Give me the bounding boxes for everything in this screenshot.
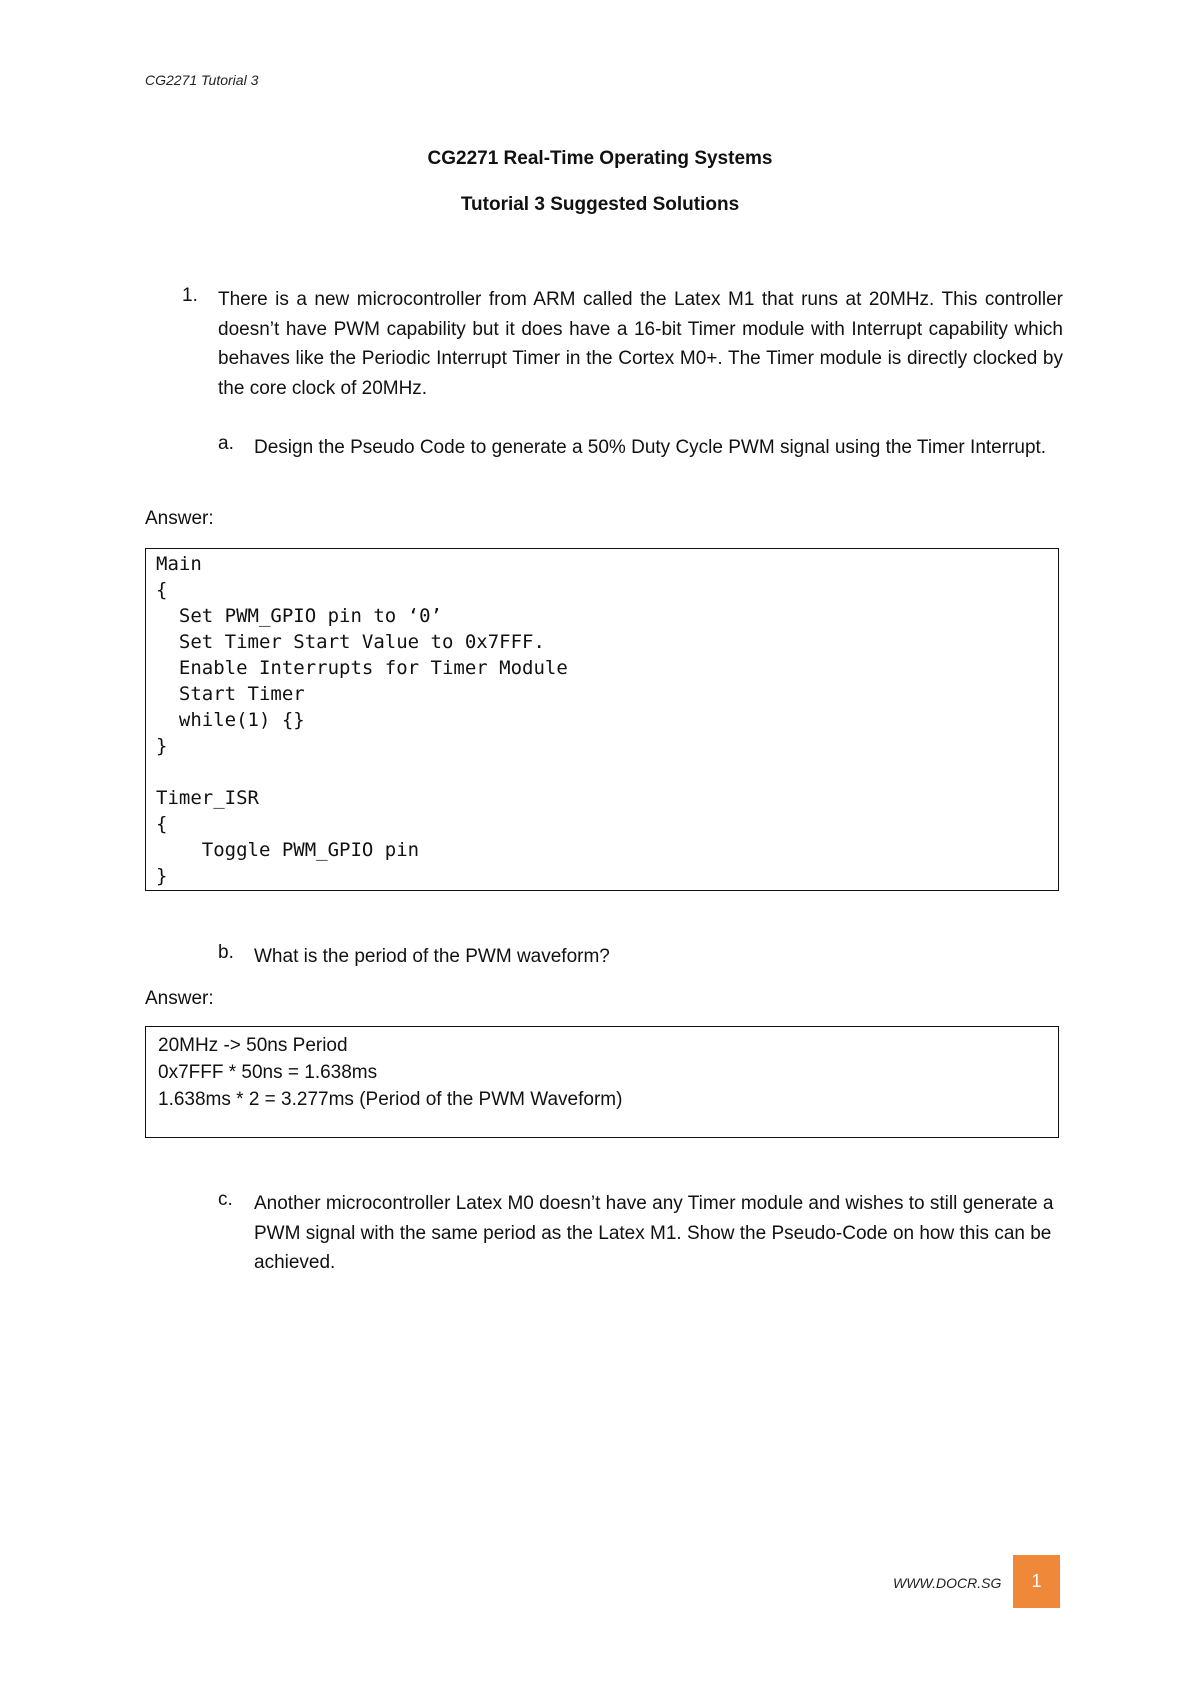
pseudo-code-box [145,548,1059,891]
code-line: Start Timer [156,683,305,705]
code-line: Enable Interrupts for Timer Module [156,657,568,679]
period-line: 1.638ms * 2 = 3.277ms (Period of the PWM Waveform) [158,1089,623,1110]
running-header: CG2271 Tutorial 3 [145,72,259,88]
part-a-letter: a. [218,433,234,454]
question-text: There is a new microcontroller from ARM called the Latex M1 that runs at 20MHz. This controller doesn’t have PWM capability but it does have a 16-bit Timer module with Interrupt capability which behaves like the Periodic Interrupt Timer in the Cortex M0+. The Timer module is directly clocked by the core clock of 20MHz. [218,289,1063,399]
footer-site: WWW.DOCR.SG [893,1575,1002,1591]
code-line: { [156,579,168,601]
part-b-letter: b. [218,942,234,963]
question-number: 1. [182,285,198,306]
part-c-text: Another microcontroller Latex M0 doesn’t have any Timer module and wishes to still generate a PWM signal with the same period as the Latex M1. Show the Pseudo-Code on how this can be achieved. [254,1193,1054,1273]
part-b-text: What is the period of the PWM waveform? [254,946,610,967]
code-line: Set PWM_GPIO pin to ‘0’ [156,605,442,627]
code-line: Toggle PWM_GPIO pin [156,839,420,861]
code-line: { [156,813,168,835]
page-number-badge: 1 [1013,1555,1060,1608]
part-c-letter: c. [218,1189,233,1210]
code-line: } [156,735,168,757]
answer-b-label: Answer: [145,988,214,1009]
code-line: Timer_ISR [156,787,259,809]
period-line: 20MHz -> 50ns Period [158,1035,348,1056]
code-line: Main [156,553,202,575]
code-line: } [156,865,168,887]
code-line: Set Timer Start Value to 0x7FFF. [156,631,545,653]
answer-a-label: Answer: [145,508,214,529]
document-subtitle: Tutorial 3 Suggested Solutions [460,194,740,215]
period-answer-box [145,1026,1059,1138]
part-a-text: Design the Pseudo Code to generate a 50% Duty Cycle PWM signal using the Timer Interrupt. [254,437,1047,458]
period-line: 0x7FFF * 50ns = 1.638ms [158,1062,378,1083]
code-line: while(1) {} [156,709,305,731]
document-title: CG2271 Real-Time Operating Systems [427,148,773,169]
